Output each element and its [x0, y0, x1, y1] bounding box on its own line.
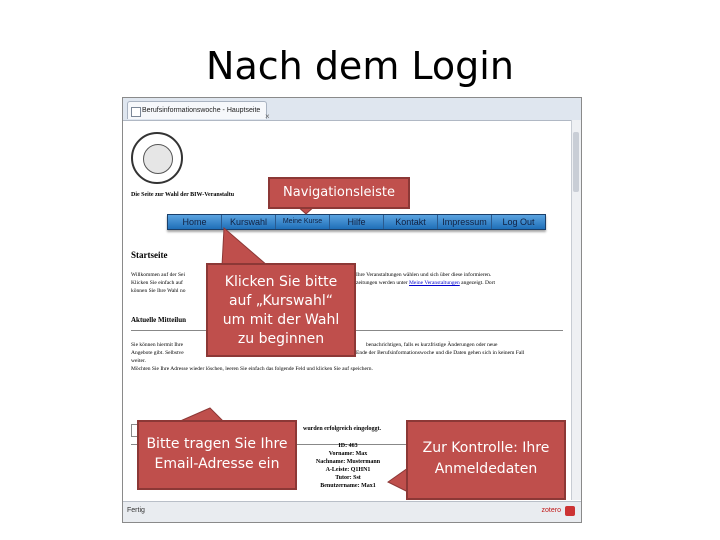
intro-line-2-left: Klicken Sie einfach auf — [131, 280, 183, 286]
callout-kurswahl — [206, 263, 356, 357]
my-events-link[interactable]: Meine Veranstaltungen — [409, 280, 460, 286]
user-tutor: Tutor: Sst — [335, 475, 361, 481]
nav-meine-kurse[interactable]: Meine Kurse — [276, 215, 330, 229]
intro-line-1-left: Willkommen auf der Sei — [131, 272, 186, 278]
login-success-message: wurden erfolgreich eingeloggt. — [303, 426, 382, 432]
nav-kurswahl[interactable]: Kurswahl — [222, 215, 276, 229]
status-text: Fertig — [127, 507, 145, 514]
pointer-kurswahl — [222, 228, 268, 266]
intro-line-3-left: können Sie Ihre Wahl no — [131, 288, 186, 294]
tab-title: Berufsinformationswoche - Hauptseite — [142, 107, 261, 114]
callout-data-line-1: Zur Kontrolle: Ihre — [422, 440, 550, 456]
nav-kontakt[interactable]: Kontakt — [384, 215, 438, 229]
user-a-leiste: A-Leiste: Q1HN1 — [325, 467, 371, 473]
nav-hilfe[interactable]: Hilfe — [330, 215, 384, 229]
body-line-3: weiter. — [131, 358, 146, 364]
user-lastname: Nachname: Mustermann — [315, 459, 381, 465]
announcements-heading: Aktuelle Mitteilun — [131, 316, 187, 324]
nav-impressum[interactable]: Impressum — [438, 215, 492, 229]
site-heading: Die Seite zur Wahl der BIW-Veranstaltu — [131, 192, 235, 198]
body-line-2-left: Angebote gibt. Selbstve — [131, 350, 184, 356]
intro-line-2-right: zeitungen werden unter — [356, 280, 408, 286]
intro-line-2-after: angezeigt. Dort — [461, 280, 496, 286]
nav-home[interactable]: Home — [168, 215, 222, 229]
callout-kurswahl-line-1: Klicken Sie bitte — [224, 274, 338, 290]
body-line-1-right: benachrichtigen, falls es kurzfristige Änderungen oder neue — [366, 342, 498, 348]
intro-line-1-right: Ihre Veranstaltungen wählen und sich über diese informieren. — [356, 272, 492, 278]
user-id: ID: 463 — [338, 443, 358, 449]
user-username: Benutzername: Max1 — [320, 483, 376, 489]
callout-navigation: Navigationsleiste — [268, 177, 410, 209]
callout-login-data — [406, 420, 566, 500]
callout-kurswahl-line-2: auf „Kurswahl“ — [228, 293, 334, 309]
slide-title: Nach dem Login — [206, 44, 514, 88]
user-firstname: Vorname: Max — [328, 451, 368, 457]
body-line-2-right: Ende der Berufsinformationswoche und die Daten gehen sich in keinem Fall — [356, 350, 525, 356]
callout-data-line-2: Anmeldedaten — [434, 461, 538, 477]
close-icon[interactable]: × — [265, 112, 270, 121]
callout-email-line-2: Email-Adresse ein — [154, 456, 280, 472]
pointer-data — [388, 468, 408, 492]
callout-email — [137, 420, 297, 490]
zotero-label[interactable]: zotero — [541, 507, 561, 514]
page-heading: Startseite — [131, 250, 168, 260]
callout-kurswahl-line-3: um mit der Wahl — [222, 312, 340, 328]
callout-email-line-1: Bitte tragen Sie Ihre — [146, 436, 288, 452]
body-line-1-left: Sie können hiermit Ihre — [131, 342, 184, 348]
nav-logout[interactable]: Log Out — [502, 217, 535, 227]
body-line-4: Möchten Sie Ihre Adresse wieder löschen, leeren Sie einfach das folgende Feld und klicken Sie auf speichern. — [131, 366, 373, 372]
callout-kurswahl-line-4: zu beginnen — [237, 331, 325, 347]
